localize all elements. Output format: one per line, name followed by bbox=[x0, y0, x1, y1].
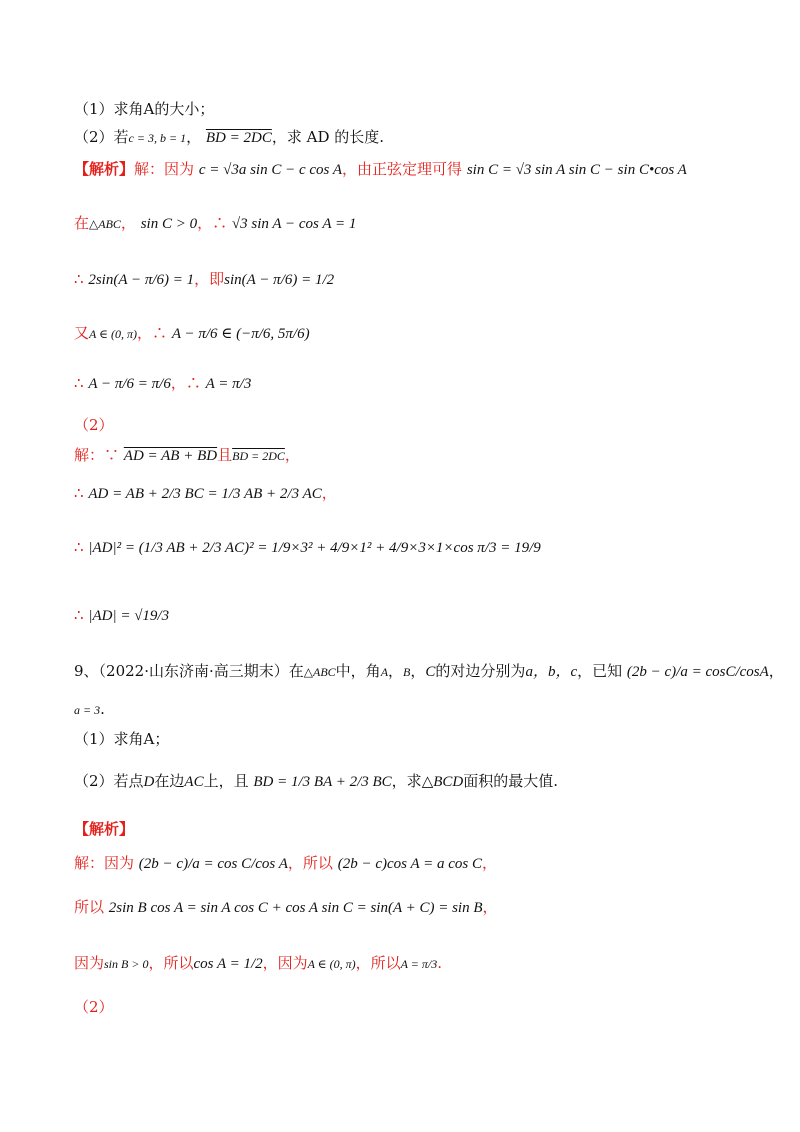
equation: 2sin B cos A = sin A cos C + cos A sin C = sin(A + C) = sin B bbox=[108, 900, 483, 916]
triangle-math: △ABC bbox=[89, 217, 121, 231]
text: 【解析】 bbox=[74, 820, 135, 838]
equation: (2b − c)/a = cos C/cos A bbox=[138, 856, 288, 872]
text: （2） bbox=[74, 416, 114, 434]
solution-line-5 bbox=[74, 372, 740, 395]
equation: c = √3a sin C − c cos A bbox=[198, 162, 343, 178]
equation: sin C > 0 bbox=[140, 216, 198, 232]
text: 解：因为 bbox=[74, 854, 135, 872]
text: ∴ bbox=[74, 538, 84, 556]
equation: sin C = √3 sin A sin C − sin C•cos A bbox=[466, 162, 687, 178]
vector-math: BD = 2DC bbox=[205, 130, 272, 146]
equation: A ∈ (0, π) bbox=[307, 957, 356, 971]
text: ， bbox=[482, 898, 498, 916]
solution-line-6 bbox=[74, 444, 740, 467]
question-9-line-2 bbox=[74, 698, 740, 721]
text: 解：∵ bbox=[74, 446, 120, 464]
solution-line-1 bbox=[74, 158, 740, 181]
equation: A − π/6 = π/6 bbox=[88, 376, 171, 392]
solution9-line-1 bbox=[74, 852, 740, 875]
text: ∴ bbox=[74, 484, 84, 502]
text: 又 bbox=[74, 324, 90, 342]
math: C bbox=[425, 664, 436, 680]
vector-equation: BD = 1/3 BA + 2/3 BC bbox=[253, 774, 392, 790]
math: a，b，c bbox=[525, 664, 578, 680]
text: ，∴ bbox=[137, 324, 168, 342]
solution9-line-2 bbox=[74, 896, 740, 919]
text: . bbox=[437, 954, 442, 972]
text: 在 bbox=[74, 214, 90, 232]
math: AC bbox=[184, 774, 204, 790]
text: ， bbox=[321, 484, 337, 502]
text: ，所以 bbox=[355, 954, 401, 972]
equation: A ∈ (0, π) bbox=[89, 327, 138, 341]
text: 在边 bbox=[154, 772, 185, 790]
text: ，即 bbox=[194, 270, 225, 288]
text: 9、（2022·山东济南·高三期末）在 bbox=[74, 662, 304, 680]
triangle-math: △BCD bbox=[421, 774, 464, 790]
solution-line-2 bbox=[74, 212, 740, 235]
equation: 2sin(A − π/6) = 1 bbox=[88, 272, 195, 288]
solution9-line-3 bbox=[74, 952, 740, 975]
text: ，∴ bbox=[197, 214, 228, 232]
solution9-part2 bbox=[74, 996, 740, 1018]
equation: sin(A − π/6) = 1/2 bbox=[224, 272, 335, 288]
solution-line-9 bbox=[74, 604, 740, 627]
vector-equation: AD = AB + 2/3 BC = 1/3 AB + 2/3 AC bbox=[88, 486, 322, 502]
text: ， bbox=[481, 854, 497, 872]
math: B bbox=[403, 665, 411, 679]
solution-line-3 bbox=[74, 268, 740, 291]
text: ∴ bbox=[74, 270, 84, 288]
text: . bbox=[100, 700, 105, 718]
equation: A = π/3 bbox=[400, 957, 438, 971]
text: （1）求角A的大小； bbox=[74, 100, 215, 118]
text: （2）若点 bbox=[74, 772, 144, 790]
equation: A − π/6 ∈ (−π/6, 5π/6) bbox=[171, 326, 310, 342]
text: ，因为 bbox=[262, 954, 308, 972]
text: ， bbox=[120, 214, 136, 232]
question-9 bbox=[74, 660, 784, 683]
text: ，由正弦定理可得 bbox=[342, 160, 463, 178]
solution-line-7 bbox=[74, 482, 740, 505]
triangle-math: △ABC bbox=[303, 665, 336, 679]
text: ，已知 bbox=[577, 662, 623, 680]
equation: |AD|² = (1/3 AB + 2/3 AC)² = 1/9×3² + 4/9×1² + 4/9×3×1×cos π/3 = 19/9 bbox=[88, 540, 541, 556]
equation: (2b − c)/a = cosC/cosA bbox=[626, 664, 769, 680]
text: ， bbox=[186, 128, 202, 146]
text: ，求 bbox=[391, 772, 422, 790]
math: A bbox=[380, 665, 389, 679]
part2-question bbox=[74, 126, 740, 149]
question-9-part2 bbox=[74, 770, 740, 793]
analysis-tag-9 bbox=[74, 818, 740, 840]
equation: sin B > 0 bbox=[104, 957, 149, 971]
text: ∴ bbox=[74, 606, 84, 624]
text: 中，角 bbox=[335, 662, 381, 680]
math: a = 3 bbox=[74, 703, 101, 717]
vector-equation: AD = AB + BD bbox=[123, 448, 218, 464]
solution-line-4 bbox=[74, 322, 740, 345]
text: ∴ bbox=[74, 374, 84, 392]
equation: cos A = 1/2 bbox=[193, 956, 263, 972]
condition-math: c = 3, b = 1 bbox=[128, 131, 187, 145]
solution-line-8 bbox=[74, 536, 740, 559]
text: ，∴ bbox=[170, 374, 201, 392]
text: ， bbox=[284, 446, 300, 464]
text: ， bbox=[410, 662, 426, 680]
text: ，求 AD 的长度. bbox=[271, 128, 385, 146]
equation: √3 sin A − cos A = 1 bbox=[231, 216, 357, 232]
text: 且 bbox=[217, 446, 233, 464]
part1-question bbox=[74, 98, 740, 120]
text: 的对边分别为 bbox=[435, 662, 526, 680]
text: 面积的最大值. bbox=[463, 772, 559, 790]
text: 所以 bbox=[74, 898, 105, 916]
text: 因为 bbox=[74, 954, 105, 972]
text: （2） bbox=[74, 998, 114, 1016]
text: 解：因为 bbox=[134, 160, 195, 178]
equation: |AD| = √19/3 bbox=[88, 608, 170, 624]
text: 上，且 bbox=[203, 772, 249, 790]
text: （1）求角A； bbox=[74, 730, 170, 748]
math: D bbox=[143, 774, 155, 790]
equation: (2b − c)cos A = a cos C bbox=[337, 856, 482, 872]
text: ，所以 bbox=[148, 954, 194, 972]
part2-heading bbox=[74, 414, 740, 436]
text: ， bbox=[388, 662, 404, 680]
equation: A = π/3 bbox=[205, 376, 252, 392]
vector-equation: BD = 2DC bbox=[232, 449, 285, 463]
text: ，所以 bbox=[287, 854, 333, 872]
text: ， bbox=[768, 662, 784, 680]
analysis-tag: 【解析】 bbox=[74, 160, 135, 178]
question-9-part1 bbox=[74, 728, 740, 750]
text: （2）若 bbox=[74, 128, 129, 146]
